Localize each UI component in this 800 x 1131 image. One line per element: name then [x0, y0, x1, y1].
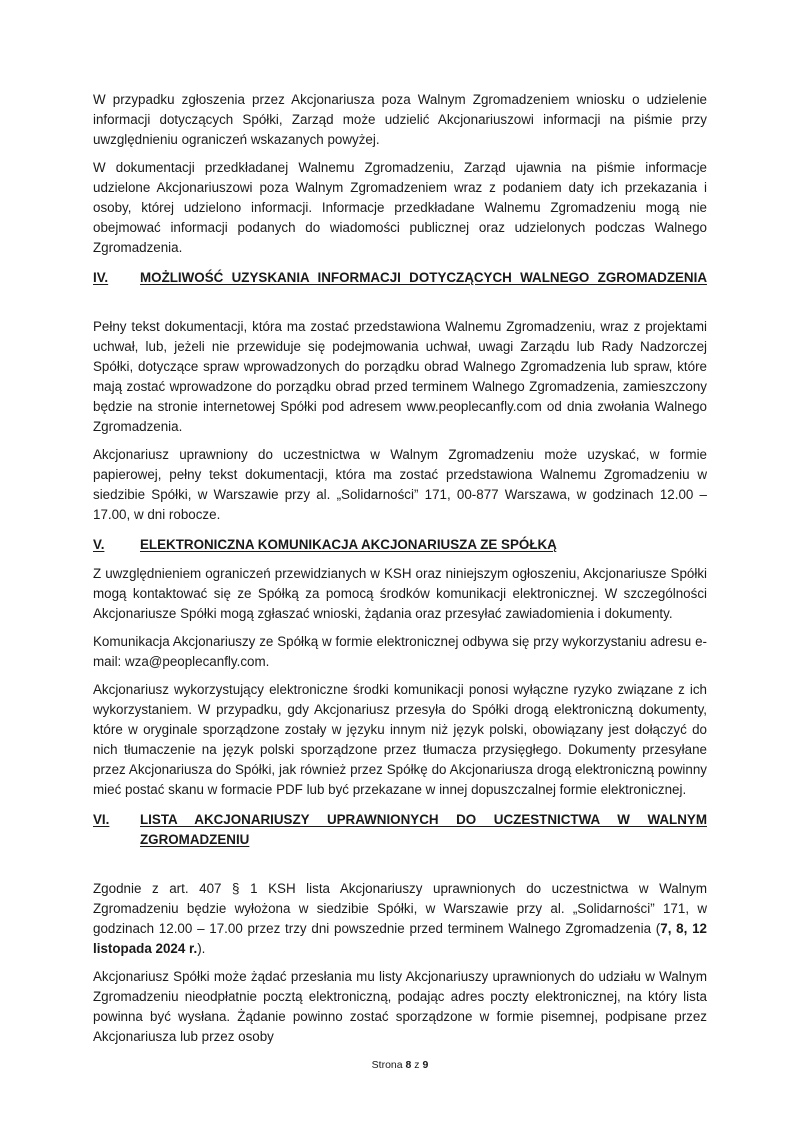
paragraph-with-meeting-dates: [93, 879, 707, 959]
section-numeral: VI.: [93, 812, 110, 827]
paragraph-text-lead: Zgodnie z art. 407 § 1 KSH lista Akcjonariuszy uprawnionych do uczestnictwa w Walnym Zgromadzeniu będzie wyłożona w siedzibie Spółki, w Warszawie przy al. „Solidarności” 171, w godzinach 12.00 – 17.00 przez trzy dni powszednie przed terminem Walnego Zgromadzenia (: [93, 881, 707, 936]
section-title: LISTA AKCJONARIUSZY UPRAWNIONYCH DO UCZESTNICTWA W WALNYM ZGROMADZENIU: [140, 812, 707, 847]
footer-current-page: 8: [405, 1059, 412, 1071]
section-title: ELEKTRONICZNA KOMUNIKACJA AKCJONARIUSZA ZE SPÓŁKĄ: [140, 537, 557, 552]
paragraph: Komunikacja Akcjonariuszy ze Spółką w formie elektronicznej odbywa się przy wykorzystaniu adresu e-mail: wza@peoplecanfly.com.: [93, 634, 707, 669]
footer-total-pages: 9: [422, 1059, 429, 1071]
paragraph: Z uwzględnieniem ograniczeń przewidzianych w KSH oraz niniejszym ogłoszeniu, Akcjonariusze Spółki mogą kontaktować się ze Spółką za pomocą środków komunikacji elektronicznej. W szczególności Akcjonariusze Spółki mogą zgłaszać wnioski, żądania oraz przesyłać zawiadomienia i dokumenty.: [93, 566, 707, 621]
footer-separator: z: [411, 1059, 423, 1071]
section-numeral: V.: [93, 537, 105, 552]
paragraph: Akcjonariusz wykorzystujący elektroniczne środki komunikacji ponosi wyłączne ryzyko związane z ich wykorzystaniem. W przypadku, gdy Akcjonariusz przesyła do Spółki drogą elektroniczną dokumenty, które w oryginale sporządzone zostały w języku innym niż język polski, obowiązany jest dołączyć do nich tłumaczenie na język polski sporządzone przez tłumacza przysięgłego. Dokumenty przesyłane przez Akcjonariusza do Spółki, jak również przez Spółkę do Akcjonariusza drogą elektroniczną powinny mieć postać skanu w formacie PDF lub być przekazane w innej dopuszczalnej formie elektronicznej.: [93, 682, 707, 797]
paragraph: W przypadku zgłoszenia przez Akcjonariusza poza Walnym Zgromadzeniem wniosku o udzielenie informacji dotyczących Spółki, Zarząd może udzielić Akcjonariuszowi informacji na piśmie przy uwzględnieniu ograniczeń wskazanych powyżej.: [93, 92, 707, 147]
footer-prefix: Strona: [371, 1059, 406, 1071]
paragraph: Akcjonariusz uprawniony do uczestnictwa w Walnym Zgromadzeniu może uzyskać, w formie papierowej, pełny tekst dokumentacji, która ma zostać przedstawiona Walnemu Zgromadzeniu w siedzibie Spółki, w Warszawie przy al. „Solidarności” 171, 00-877 Warszawa, w godzinach 12.00 – 17.00, w dni robocze.: [93, 447, 707, 522]
paragraph: Akcjonariusz Spółki może żądać przesłania mu listy Akcjonariuszy uprawnionych do udziału w Walnym Zgromadzeniu nieodpłatnie pocztą elektroniczną, podając adres poczty elektronicznej, na który lista powinna być wysłana. Żądanie powinno zostać sporządzone w formie pisemnej, podpisane przez Akcjonariusza lub przez osoby: [93, 969, 707, 1044]
paragraph-text-tail: ).: [197, 941, 206, 956]
page-content: [93, 90, 707, 1047]
paragraph: W dokumentacji przedkładanej Walnemu Zgromadzeniu, Zarząd ujawnia na piśmie informacje udzielone Akcjonariuszowi poza Walnym Zgromadzeniem wraz z podaniem daty ich przekazania i osoby, której udzielono informacji. Informacje przedkładane Walnemu Zgromadzeniu mogą nie obejmować informacji podanych do wiadomości publicznej oraz udzielonych podczas Walnego Zgromadzenia.: [93, 160, 707, 255]
section-heading-vi: [93, 810, 707, 870]
page-footer: [0, 1058, 800, 1072]
section-numeral: IV.: [93, 270, 109, 285]
meeting-dates: 7, 8, 12 listopada 2024 r.: [93, 921, 707, 956]
paragraph: Pełny tekst dokumentacji, która ma zostać przedstawiona Walnemu Zgromadzeniu, wraz z projektami uchwał, lub, jeżeli nie przewiduje się podejmowania uchwał, uwagi Zarządu lub Rady Nadzorczej Spółki, dotyczące spraw wprowadzonych do porządku obrad Walnego Zgromadzenia lub spraw, które mają zostać wprowadzone do porządku obrad przed terminem Walnego Zgromadzenia, zamieszczony będzie na stronie internetowej Spółki pod adresem www.peoplecanfly.com od dnia zwołania Walnego Zgromadzenia.: [93, 319, 707, 434]
section-title: MOŻLIWOŚĆ UZYSKANIA INFORMACJI DOTYCZĄCYCH WALNEGO ZGROMADZENIA: [140, 270, 707, 285]
section-heading-v: [93, 535, 707, 555]
section-heading-iv: [93, 268, 707, 308]
